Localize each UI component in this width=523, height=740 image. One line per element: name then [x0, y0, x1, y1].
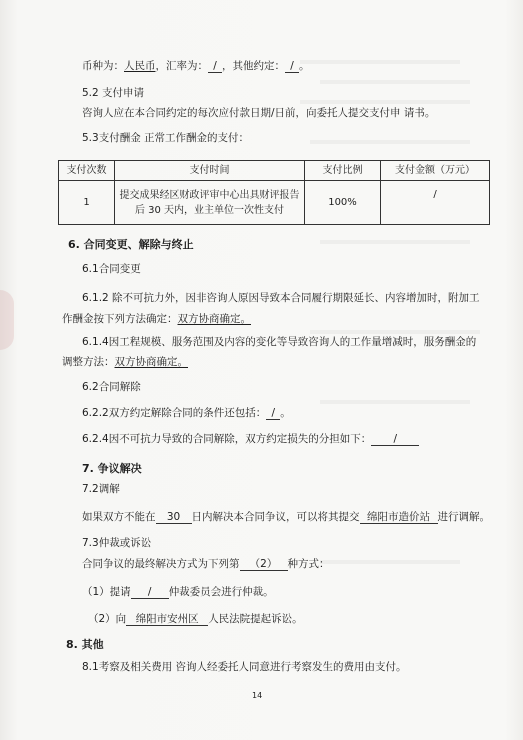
force-majeure-label: 6.2.4因不可抗力导致的合同解除，双方约定损失的分担如下：: [82, 433, 372, 445]
adjust-method: 双方协商确定。: [114, 356, 188, 368]
termination-conditions-value: /: [266, 407, 280, 420]
mediation-mid: 日内解决本合同争议，可以将其提交: [191, 511, 360, 523]
option-2-end: 人民法院提起诉讼。: [208, 613, 303, 625]
option-1-value: /: [131, 586, 169, 599]
method-pre: 合同争议的最终解决方式为下列第: [82, 558, 240, 570]
section-6-1-4-line2: [62, 356, 188, 369]
mediation-pre: 如果双方不能在: [82, 511, 156, 523]
seal-edge-mark: [0, 290, 14, 350]
mediation-org: 绵阳市造价站: [360, 511, 438, 524]
section-5-3-title: 5.3支付酬金 正常工作酬金的支付：: [82, 132, 250, 144]
section-8-title: 8. 其他: [66, 638, 104, 651]
cell-amount: /: [381, 181, 490, 225]
extra-fee-label: 作酬金按下列方法确定：: [62, 313, 178, 325]
section-6-1-2-line2: [62, 313, 251, 326]
header-ratio: 支付比例: [305, 161, 381, 181]
table-header-row: [59, 161, 490, 181]
section-6-title: 6. 合同变更、解除与终止: [68, 238, 194, 251]
payment-table: [58, 160, 490, 225]
cell-ratio: 100%: [305, 181, 381, 225]
rate-value: /: [208, 60, 222, 73]
method-choice: （2）: [240, 558, 288, 571]
currency-label: 币种为：: [82, 60, 124, 72]
section-6-2-2: [82, 407, 291, 420]
page-number: 14: [252, 691, 263, 700]
rate-label: ，汇率为：: [155, 60, 208, 72]
option-1-line: [82, 586, 274, 599]
section-6-1-4-line1: 6.1.4因工程规模、服务范围及内容的变化等导致咨询人的工作量增减时，服务酬金的: [82, 336, 477, 348]
mediation-line: [82, 511, 490, 524]
section-7-2: 7.2调解: [82, 483, 120, 495]
termination-end: 。: [280, 407, 291, 419]
other-agreement-value: /: [285, 60, 299, 73]
table-row: [59, 181, 490, 225]
cell-times: 1: [59, 181, 115, 225]
option-1-end: 仲裁委员会进行仲裁。: [168, 586, 274, 598]
adjust-label: 调整方法：: [62, 356, 115, 368]
method-line: [82, 558, 330, 571]
currency-end: 。: [299, 60, 310, 72]
cell-time: [115, 181, 305, 225]
mediation-end: 进行调解。: [437, 511, 490, 523]
mediation-days: 30: [156, 511, 192, 524]
force-majeure-value: /: [371, 433, 419, 446]
header-times: 支付次数: [59, 161, 115, 181]
extra-fee-method: 双方协商确定。: [177, 313, 251, 325]
currency-line: [82, 60, 310, 73]
section-8-1: 8.1考察及相关费用 咨询人经委托人同意进行考察发生的费用由支付。: [82, 661, 407, 673]
method-end: 种方式：: [287, 558, 330, 570]
option-1-pre: （1）提请: [82, 586, 131, 598]
section-6-1-2-line1: 6.1.2 除不可抗力外，因非咨询人原因导致本合同履行期限延长、内容增加时，附加工: [82, 292, 480, 304]
section-6-2-4: [82, 433, 419, 446]
header-time: 支付时间: [115, 161, 305, 181]
cell-time-line2: 后 30 天内，业主单位一次性支付: [134, 204, 285, 216]
other-agreement-label: ，其他约定：: [222, 60, 285, 72]
section-5-2-text: 咨询人应在本合同约定的每次应付款日期/日前，向委托人提交支付申 请书。: [82, 107, 436, 119]
termination-conditions-label: 6.2.2双方约定解除合同的条件还包括：: [82, 407, 267, 419]
option-2-line: [88, 613, 303, 626]
section-5-2-title: 5.2 支付申请: [82, 87, 145, 99]
option-2-value: 绵阳市安州区: [126, 613, 208, 626]
option-2-pre: （2）向: [88, 613, 127, 625]
currency-value: 人民币: [124, 60, 156, 72]
section-7-title: 7. 争议解决: [82, 462, 142, 475]
cell-time-line1: 提交成果经区财政评审中心出具财评报告: [119, 189, 300, 201]
section-6-1: 6.1合同变更: [82, 263, 141, 275]
header-amount: 支付金额（万元）: [381, 161, 490, 181]
section-6-2: 6.2合同解除: [82, 381, 141, 393]
section-7-3: 7.3仲裁或诉讼: [82, 537, 152, 549]
